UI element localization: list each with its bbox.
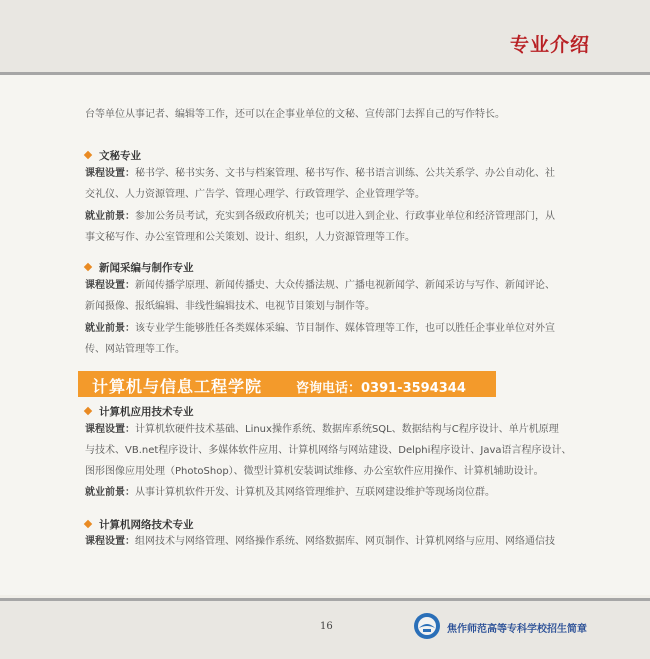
diamond-bullet-icon bbox=[84, 407, 92, 415]
courses-line: 课程设置：新闻传播学原理、新闻传播史、大众传播法规、广播电视新闻学、新闻采访与写作、新闻评论、 bbox=[85, 280, 555, 291]
jobs-line: 事文秘写作、办公室管理和公关策划、设计、组织，人力资源管理等工作。 bbox=[85, 232, 415, 243]
courses-line: 交礼仪、人力资源管理、广告学、管理心理学、行政管理学、企业管理学等。 bbox=[85, 189, 425, 200]
section-title-computer-app: 计算机应用技术专业 bbox=[85, 404, 194, 419]
courses-line: 课程设置：组网技术与网络管理、网络操作系统、网络数据库、网页制作、计算机网络与应用、网络通信技 bbox=[85, 536, 555, 547]
section-title-news: 新闻采编与制作专业 bbox=[85, 260, 194, 275]
page-title: 专业介绍 bbox=[509, 34, 590, 56]
jobs-line: 传、网站管理等工作。 bbox=[85, 344, 185, 355]
diamond-bullet-icon bbox=[84, 151, 92, 159]
courses-line: 课程设置：计算机软硬件技术基础、Linux操作系统、数据库系统SQL、数据结构与C程序设计、单片机原理 bbox=[85, 424, 559, 435]
jobs-line: 就业前景：从事计算机软件开发、计算机及其网络管理维护、互联网建设维护等现场岗位群。 bbox=[85, 487, 495, 498]
section-title-secretary: 文秘专业 bbox=[85, 148, 141, 163]
college-phone: 咨询电话：0391-3594344 bbox=[296, 381, 466, 396]
courses-line: 新闻摄像、报纸编辑、非线性编辑技术、电视节目策划与制作等。 bbox=[85, 301, 375, 312]
intro-line: 台等单位从事记者、编辑等工作，还可以在企事业单位的文秘、宣传部门去挥自己的写作特长。 bbox=[85, 109, 505, 120]
page-footer bbox=[0, 598, 650, 659]
school-name: 焦作师范高等专科学校招生简章 bbox=[447, 624, 587, 635]
page-number: 16 bbox=[320, 621, 333, 632]
courses-line: 与技术、VB.net程序设计、多媒体软件应用、计算机网络与网站建设、Delphi程序设计、Java语言程序设计、 bbox=[85, 445, 572, 456]
page-header bbox=[0, 0, 650, 75]
college-title: 计算机与信息工程学院 bbox=[92, 377, 263, 396]
diamond-bullet-icon bbox=[84, 520, 92, 528]
diamond-bullet-icon bbox=[84, 263, 92, 271]
jobs-line: 就业前景：该专业学生能够胜任各类媒体采编、节目制作、媒体管理等工作，也可以胜任企事业单位对外宣 bbox=[85, 323, 555, 334]
school-emblem-icon bbox=[412, 611, 442, 641]
college-banner bbox=[78, 371, 496, 397]
section-title-network: 计算机网络技术专业 bbox=[85, 517, 194, 532]
courses-line: 图形图像应用处理（PhotoShop）、微型计算机安装调试维修、办公室软件应用操作、计算机辅助设计。 bbox=[85, 466, 544, 477]
courses-line: 课程设置：秘书学、秘书实务、文书与档案管理、秘书写作、秘书语言训练、公共关系学、办公自动化、社 bbox=[85, 168, 555, 179]
jobs-line: 就业前景：参加公务员考试，充实到各级政府机关；也可以进入到企业、行政事业单位和经济管理部门，从 bbox=[85, 211, 555, 222]
